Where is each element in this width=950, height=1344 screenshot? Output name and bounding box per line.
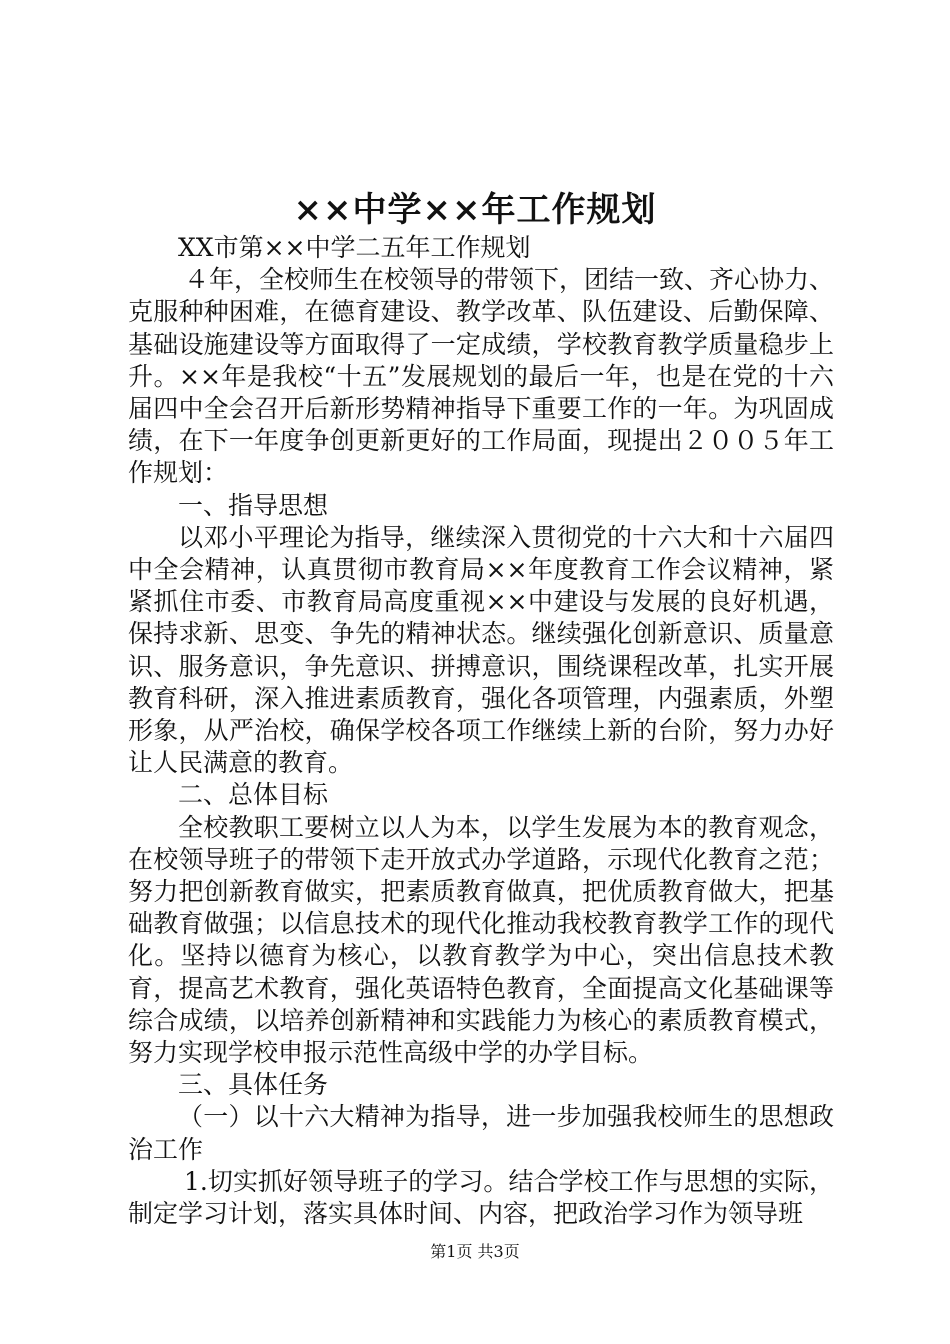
page-footer xyxy=(0,1240,950,1264)
page-number: 第1页 xyxy=(430,1242,473,1261)
page-total: 共3页 xyxy=(477,1242,520,1261)
paragraph-leadership-study: 1.切实抓好领导班子的学习。结合学校工作与思想的实际，制定学习计划，落实具体时间、内容，把政治学习作为领导班 xyxy=(128,1166,834,1229)
paragraph-guiding-thought: 以邓小平理论为指导，继续深入贯彻党的十六大和十六届四中全会精神，认真贯彻市教育局××年度教育工作会议精神，紧紧抓住市委、市教育局高度重视××中建设与发展的良好机遇，保持求新、思变、争先的精神状态。继续强化创新意识、质量意识、服务意识，争先意识、拼搏意识，围绕课程改革，扎实开展教育科研，深入推进素质教育，强化各项管理，内强素质，外塑形象，从严治校，确保学校各项工作继续上新的台阶，努力办好让人民满意的教育。 xyxy=(128,522,834,778)
document-body xyxy=(128,232,834,1230)
section-heading-specific-tasks: 三、具体任务 xyxy=(178,1070,329,1100)
document-subtitle: XX市第××中学二五年工作规划 xyxy=(178,233,531,262)
subsection-heading-political-work: （一）以十六大精神为指导，进一步加强我校师生的思想政治工作 xyxy=(128,1102,834,1164)
section-heading-overall-goal: 二、总体目标 xyxy=(178,780,329,810)
section-heading-guiding-thought: 一、指导思想 xyxy=(178,490,329,520)
paragraph-intro: ４年，全校师生在校领导的带领下，团结一致、齐心协力、克服种种困难，在德育建设、教学改革、队伍建设、后勤保障、基础设施建设等方面取得了一定成绩，学校教育教学质量稳步上升。××年是我校“十五”发展规划的最后一年，也是在党的十六届四中全会召开后新形势精神指导下重要工作的一年。为巩固成绩，在下一年度争创更新更好的工作局面，现提出２００５年工作规划： xyxy=(128,265,835,488)
document-title: ××中学××年工作规划 xyxy=(293,190,657,230)
paragraph-overall-goal: 全校教职工要树立以人为本，以学生发展为本的教育观念，在校领导班子的带领下走开放式办学道路，示现代化教育之范；努力把创新教育做实，把素质教育做真，把优质教育做大，把基础教育做强；以信息技术的现代化推动我校教育教学工作的现代化。坚持以德育为核心，以教育教学为中心，突出信息技术教育，提高艺术教育，强化英语特色教育，全面提高文化基础课等综合成绩，以培养创新精神和实践能力为核心的素质教育模式，努力实现学校申报示范性高级中学的办学目标。 xyxy=(128,812,834,1068)
